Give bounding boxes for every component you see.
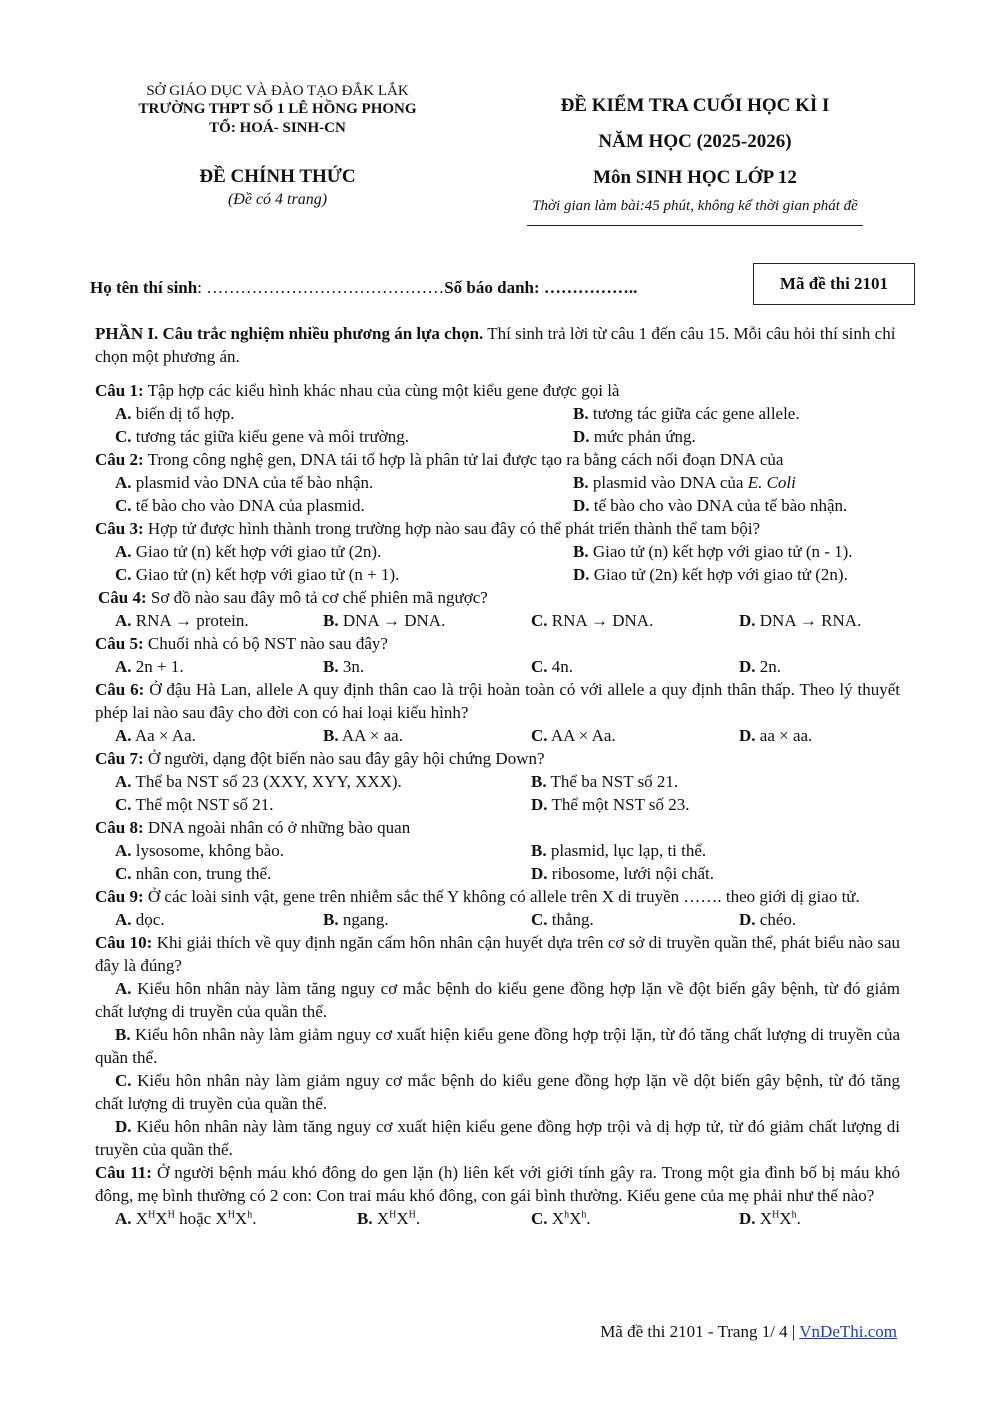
option-key: B. (357, 1209, 373, 1228)
option-key: A. (115, 726, 132, 745)
allele-sup: H (227, 1209, 235, 1221)
option-text: Giao tử (2n) kết hợp với giao tử (2n). (589, 565, 848, 584)
option-text: tương tác giữa các gene allele. (588, 404, 800, 423)
name-label: Họ tên thí sinh (90, 278, 198, 297)
option-key: A. (115, 473, 132, 492)
option[interactable] (115, 540, 573, 563)
option-key: A. (115, 611, 132, 630)
question (95, 448, 900, 471)
question-text: Chuối nhà có bộ NST nào sau đây? (143, 634, 388, 653)
option-text: chéo. (755, 910, 797, 929)
option-text: Aa × Aa. (131, 726, 196, 745)
option-text: DNA → DNA. (338, 611, 446, 630)
option[interactable] (323, 724, 531, 747)
option-key: C. (115, 427, 132, 446)
question-text: Ở người, dạng đột biến nào sau đây gây hội chứng Down? (143, 749, 545, 768)
page-footer (600, 1322, 897, 1342)
option-text: 2n + 1. (131, 657, 184, 676)
question-text: Sơ đồ nào sau đây mô tả cơ chế phiên mã ngược? (146, 588, 488, 607)
question-text: Khi giải thích về quy định ngăn cấm hôn nhân cận huyết dựa trên cơ sở di truyền quần thể, phát biểu nào sau đây là đúng? (95, 933, 900, 975)
option-text: Kiểu hôn nhân này làm tăng nguy cơ mắc bệnh do kiểu gene đồng hợp lặn về đột biến gây bệnh, từ đó giảm chất lượng di truyền của quần thể. (95, 979, 900, 1021)
question (95, 816, 900, 839)
option-group (95, 655, 900, 678)
option-group (95, 839, 900, 885)
option-key: C. (531, 657, 548, 676)
option[interactable] (115, 655, 323, 678)
footer-link[interactable]: VnDeThi.com (799, 1322, 897, 1341)
option-text: RNA → protein. (131, 611, 249, 630)
option-key: D. (531, 864, 548, 883)
question-label: Câu 2: (95, 450, 144, 469)
exam-code-box: Mã đề thi 2101 (753, 263, 915, 305)
question-label: Câu 1: (95, 381, 144, 400)
part1-title: PHẦN I. Câu trắc nghiệm nhiều phương án lựa chọn. (95, 324, 484, 343)
option[interactable] (115, 839, 531, 862)
option-text: Thể một NST số 23. (547, 795, 690, 814)
option-text: . (586, 1209, 591, 1228)
option-text: ribosome, lưới nội chất. (547, 864, 714, 883)
question-text: Hợp tử được hình thành trong trường hợp nào sau đây có thể phát triển thành thể tam bội? (143, 519, 761, 538)
option-text: plasmid vào DNA của (588, 473, 748, 492)
option-key: B. (573, 473, 589, 492)
option[interactable] (573, 471, 900, 494)
option-text: X (779, 1209, 792, 1228)
option-text: mức phản ứng. (589, 427, 696, 446)
option-group (95, 471, 900, 517)
option-text: ngang. (338, 910, 389, 929)
allele-sup: H (408, 1209, 416, 1221)
option-text: X (396, 1209, 409, 1228)
option-text: X (547, 1209, 565, 1228)
option-key: A. (115, 910, 132, 929)
option-key: D. (531, 795, 548, 814)
option-group (95, 908, 900, 931)
option[interactable] (573, 402, 900, 425)
option-key: D. (739, 1209, 756, 1228)
subject: Môn SINH HỌC LỚP 12 (593, 167, 797, 188)
header-right (480, 88, 910, 226)
question-text: Tập hợp các kiểu hình khác nhau của cùng một kiểu gene được gọi là (143, 381, 620, 400)
option-group (95, 402, 900, 448)
option-text: thẳng. (547, 910, 594, 929)
question-label: Câu 8: (95, 818, 144, 837)
header-left (95, 82, 460, 209)
question-text: DNA ngoài nhân có ở những bào quan (143, 818, 411, 837)
option-text: X (569, 1209, 582, 1228)
option[interactable] (357, 1207, 531, 1230)
option-text: DNA → RNA. (755, 611, 862, 630)
exam-content (95, 322, 900, 1230)
question-label: Câu 9: (95, 887, 144, 906)
option-text: Giao tử (n) kết hợp với giao tử (n - 1). (588, 542, 853, 561)
pages-note: (Đề có 4 trang) (227, 191, 328, 208)
option-key: B. (323, 657, 339, 676)
option-text: Thể ba NST số 21. (546, 772, 679, 791)
option-key: D. (573, 427, 590, 446)
question-label: Câu 11: (95, 1163, 152, 1182)
option-text: 4n. (547, 657, 574, 676)
option-text: RNA → DNA. (547, 611, 654, 630)
option-key: D. (115, 1117, 132, 1136)
option-key: C. (531, 910, 548, 929)
option[interactable] (115, 609, 323, 632)
option-key: B. (573, 404, 589, 423)
question-label: Câu 6: (95, 680, 145, 699)
option[interactable] (739, 724, 900, 747)
allele-sup: H (772, 1209, 780, 1221)
option-text: Giao tử (n) kết hợp với giao tử (2n). (131, 542, 382, 561)
option-text: Giao tử (n) kết hợp với giao tử (n + 1). (131, 565, 400, 584)
option-group (95, 724, 900, 747)
option-key: D. (739, 611, 756, 630)
option[interactable] (323, 908, 531, 931)
option[interactable] (573, 494, 900, 517)
option-text: Kiểu hôn nhân này làm giảm nguy cơ xuất hiện kiểu gene đồng hợp trội lặn, từ đó tăng chất lượng di truyền của quần thể. (95, 1025, 900, 1067)
option-text: Thể ba NST số 23 (XXY, XYY, XXX). (131, 772, 402, 791)
option-key: C. (115, 496, 132, 515)
question-label: Câu 10: (95, 933, 153, 952)
option-text: Kiểu hôn nhân này làm giảm nguy cơ mắc bệnh do kiểu gene đồng hợp lặn về dột biến gây bệnh, từ đó tăng chất lượng di truyền của quần thể. (95, 1071, 900, 1113)
option[interactable] (323, 609, 531, 632)
question (95, 931, 900, 977)
option-text: Thể một NST số 21. (131, 795, 274, 814)
question (95, 747, 900, 770)
option-text: X (372, 1209, 390, 1228)
allele-sup: h (581, 1209, 587, 1221)
option[interactable] (739, 609, 900, 632)
option-key: B. (531, 841, 547, 860)
option[interactable] (115, 425, 573, 448)
option-text: lysosome, không bào. (131, 841, 285, 860)
header-rule (527, 225, 863, 226)
option[interactable] (573, 425, 900, 448)
option-key: B. (115, 1025, 131, 1044)
question (95, 1161, 900, 1207)
question-text: Trong công nghệ gen, DNA tái tổ hợp là phân tử lai được tạo ra bằng cách nối đoạn DNA của (143, 450, 784, 469)
allele-sup: h (791, 1209, 797, 1221)
option[interactable] (739, 908, 900, 931)
option-key: A. (115, 404, 132, 423)
part1-intro (95, 322, 900, 368)
option-text: dọc. (131, 910, 165, 929)
exam-title: ĐỀ KIỂM TRA CUỐI HỌC KÌ I (560, 95, 830, 116)
id-dots[interactable]: …………….. (543, 278, 638, 297)
option-text: tế bào cho vào DNA của tế bào nhận. (589, 496, 848, 515)
allele-sup: h (247, 1209, 253, 1221)
option[interactable] (115, 793, 531, 816)
option[interactable] (573, 540, 900, 563)
option-text: X (155, 1209, 168, 1228)
option-text: plasmid, lục lạp, ti thể. (546, 841, 707, 860)
time-note: Thời gian làm bài:45 phút, không kể thời gian phát đề (532, 198, 858, 214)
option[interactable] (115, 494, 573, 517)
option[interactable] (739, 1207, 900, 1230)
option-text: nhân con, trung thể. (131, 864, 272, 883)
option[interactable] (531, 655, 739, 678)
option-text: X (234, 1209, 248, 1228)
option-italic: E. Coli (747, 473, 796, 492)
option-key: D. (573, 565, 590, 584)
question-label: Câu 3: (95, 519, 144, 538)
option[interactable] (531, 908, 739, 931)
option[interactable] (115, 770, 531, 793)
option-key: A. (115, 1209, 132, 1228)
option[interactable] (115, 724, 323, 747)
option-group (95, 770, 900, 816)
option-group (95, 540, 900, 586)
option-text: AA × Aa. (547, 726, 616, 745)
option-key: C. (531, 726, 548, 745)
option-text: biến dị tổ hợp. (131, 404, 235, 423)
footer-text: Mã đề thi 2101 - Trang 1/ 4 | (600, 1322, 800, 1341)
question-text: Ở đậu Hà Lan, allele A quy định thân cao là trội hoàn toàn có với allele a quy định thân thấp. Theo lý thuyết phép lai nào sau đây cho đời con có hai loại kiểu hình? (95, 680, 900, 722)
allele-sup: H (389, 1209, 397, 1221)
question-label: Câu 5: (95, 634, 144, 653)
option[interactable] (739, 655, 900, 678)
option[interactable] (323, 655, 531, 678)
option-key: C. (531, 1209, 548, 1228)
option[interactable] (531, 793, 900, 816)
option-text: tế bào cho vào DNA của plasmid. (131, 496, 365, 515)
option-key: C. (115, 1071, 132, 1090)
option[interactable] (95, 1023, 900, 1069)
option[interactable] (115, 862, 531, 885)
dept-name: SỞ GIÁO DỤC VÀ ĐÀO TẠO ĐẮK LẮK (146, 83, 409, 99)
option-text: tương tác giữa kiểu gene và môi trường. (131, 427, 409, 446)
option-text: X (131, 1209, 149, 1228)
option-group (95, 1207, 900, 1230)
option-text: plasmid vào DNA của tế bào nhận. (131, 473, 374, 492)
option-key: B. (531, 772, 547, 791)
question (95, 586, 900, 609)
option-key: C. (115, 795, 132, 814)
option-key: B. (323, 726, 339, 745)
option-text: hoặc X (174, 1209, 228, 1228)
option-text: 2n. (755, 657, 782, 676)
option-text: X (755, 1209, 773, 1228)
option-key: A. (115, 657, 132, 676)
question-label: Câu 7: (95, 749, 144, 768)
option-key: B. (323, 910, 339, 929)
question-text: Ở các loài sinh vật, gene trên nhiễm sắc thể Y không có allele trên X di truyền ……. theo giới dị giao tử. (143, 887, 860, 906)
option-key: A. (115, 772, 132, 791)
option[interactable] (95, 1115, 900, 1161)
option-key: A. (115, 841, 132, 860)
option[interactable] (115, 563, 573, 586)
student-info (90, 278, 637, 298)
option[interactable] (115, 1207, 357, 1230)
option-key: A. (115, 542, 132, 561)
option[interactable] (115, 402, 573, 425)
id-label: Số báo danh: (444, 278, 544, 297)
option[interactable] (531, 724, 739, 747)
question (95, 517, 900, 540)
option-text: Kiểu hôn nhân này làm tăng nguy cơ xuất hiện kiểu gene đồng hợp trội và dị hợp tử, từ đó giảm chất lượng di truyền của quần thể. (95, 1117, 900, 1159)
allele-sup: h (564, 1209, 570, 1221)
question-label: Câu 4: (98, 588, 147, 607)
option[interactable] (531, 609, 739, 632)
official-label: ĐỀ CHÍNH THỨC (199, 166, 356, 187)
option[interactable] (115, 471, 573, 494)
question (95, 632, 900, 655)
option[interactable] (573, 563, 900, 586)
option[interactable] (531, 862, 900, 885)
option-key: B. (573, 542, 589, 561)
allele-sup: H (167, 1209, 175, 1221)
name-dots[interactable]: : …………………………………… (197, 278, 445, 297)
option[interactable] (115, 908, 323, 931)
allele-sup: H (148, 1209, 156, 1221)
option-key: D. (573, 496, 590, 515)
option-key: A. (115, 979, 132, 998)
option-text: 3n. (338, 657, 365, 676)
option-key: C. (115, 565, 132, 584)
option-key: D. (739, 657, 756, 676)
school-year: NĂM HỌC (2025-2026) (598, 131, 792, 152)
group-name: TỔ: HOÁ- SINH-CN (209, 120, 346, 136)
option-key: B. (323, 611, 339, 630)
option[interactable] (531, 1207, 739, 1230)
option[interactable] (531, 770, 900, 793)
option-text: . (415, 1209, 421, 1228)
question (95, 379, 900, 402)
question (95, 885, 900, 908)
option-text: . (796, 1209, 801, 1228)
question-text: Ở người bệnh máu khó đông do gen lặn (h) liên kết với giới tính gây ra. Trong một gia đình bố bị máu khó đông, mẹ bình thường có 2 con: Con trai máu khó đông, con gái bình thường. Kiểu gene của mẹ phải như thế nào? (95, 1163, 900, 1205)
option-group (95, 609, 900, 632)
option-key: D. (739, 726, 756, 745)
school-name: TRƯỜNG THPT SỐ 1 LÊ HỒNG PHONG (138, 101, 417, 117)
option-text: . (252, 1209, 257, 1228)
option[interactable] (531, 839, 900, 862)
option-key: C. (531, 611, 548, 630)
option-key: D. (739, 910, 756, 929)
option[interactable] (95, 977, 900, 1023)
option-text: aa × aa. (755, 726, 813, 745)
option[interactable] (95, 1069, 900, 1115)
question (95, 678, 900, 724)
option-key: C. (115, 864, 132, 883)
part1-desc: Thí sinh trả lời từ câu 1 đến câu 15. Mỗi câu hỏi thí sinh chỉ chọn một phương án. (95, 324, 896, 366)
option-text: AA × aa. (338, 726, 403, 745)
